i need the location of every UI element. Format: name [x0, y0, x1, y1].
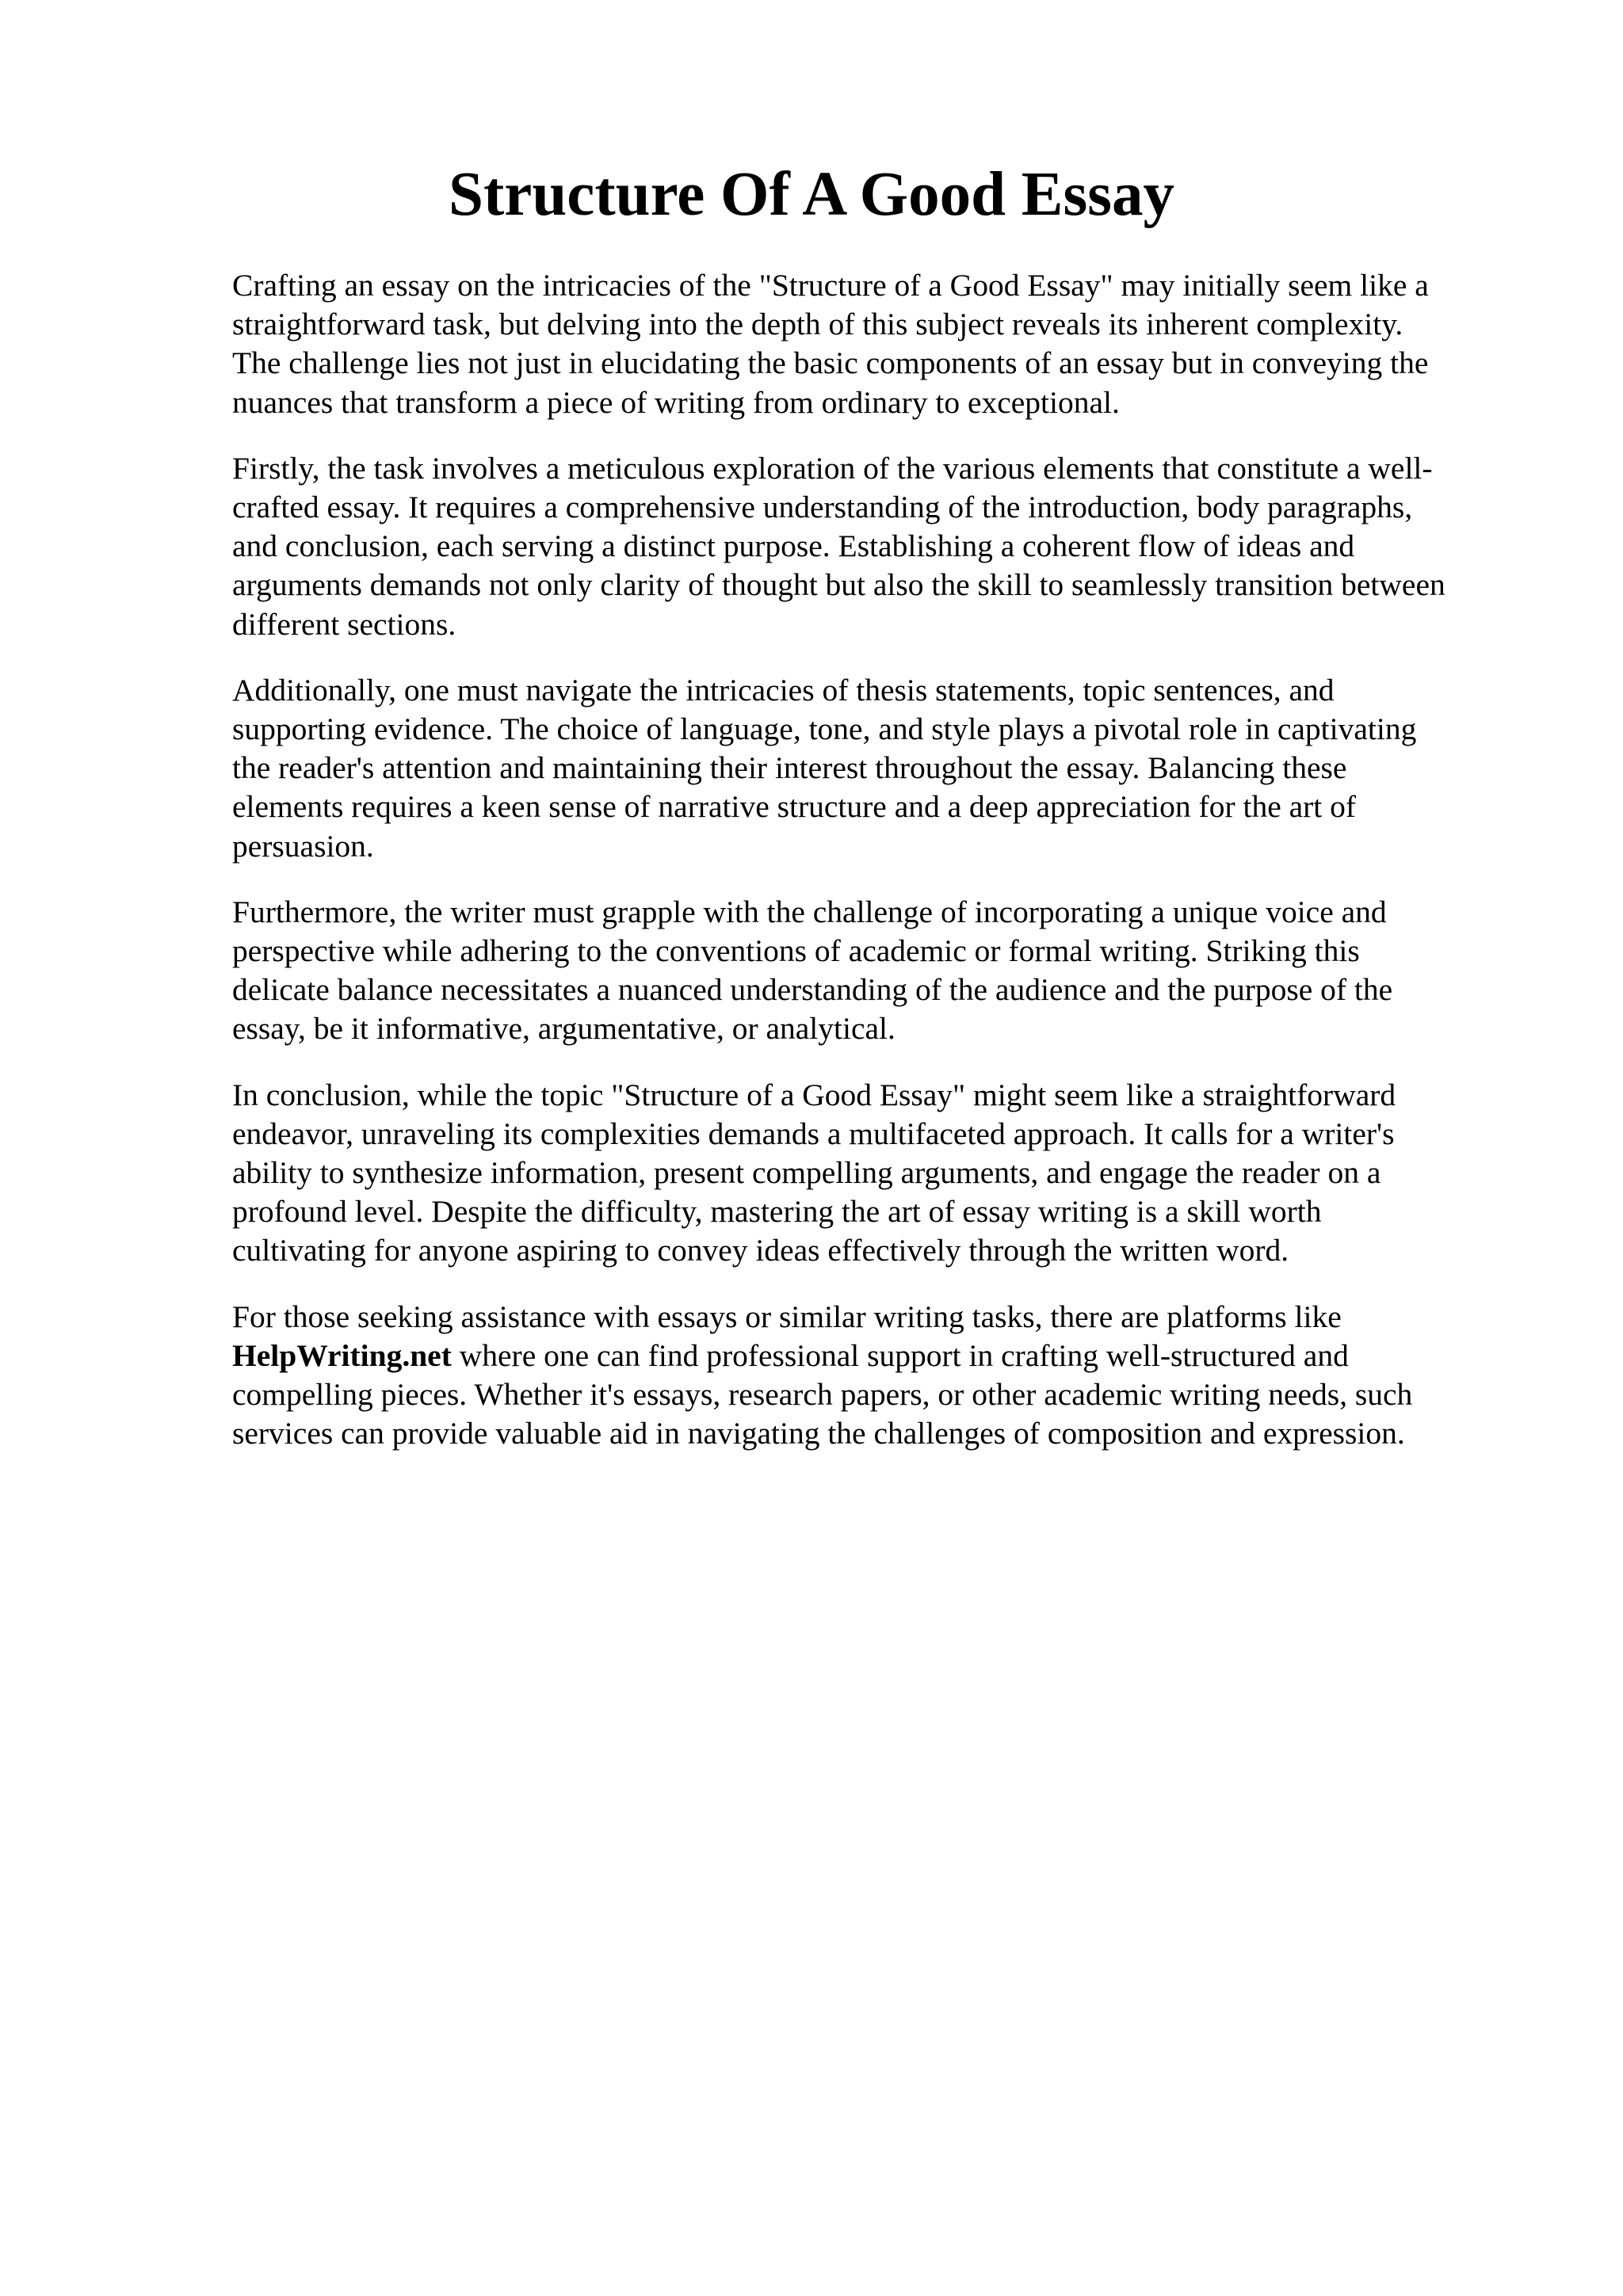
- helpwriting-link[interactable]: HelpWriting.net: [232, 1337, 452, 1373]
- paragraph-line: nuances that transform a piece of writing from ordinary to exceptional.: [232, 384, 1120, 420]
- paragraph-line: supporting evidence. The choice of language, tone, and style plays a pivotal role in captivating: [232, 711, 1417, 747]
- paragraph-line: [232, 1337, 1516, 1375]
- paragraph-line: different sections.: [232, 606, 456, 642]
- paragraph-4: [232, 893, 1516, 1049]
- page-title: Structure Of A Good Essay: [449, 160, 1174, 229]
- paragraph-line: persuasion.: [232, 828, 374, 864]
- paragraph-line: elements requires a keen sense of narrative structure and a deep appreciation for the art of: [232, 789, 1357, 825]
- paragraph-2: [232, 449, 1516, 644]
- paragraph-line: Crafting an essay on the intricacies of the "Structure of a Good Essay" may initially seem like a: [232, 268, 1429, 303]
- paragraph-line: and conclusion, each serving a distinct purpose. Establishing a coherent flow of ideas and: [232, 528, 1355, 564]
- paragraph-line: arguments demands not only clarity of thought but also the skill to seamlessly transition between: [232, 567, 1445, 603]
- paragraph-line: services can provide valuable aid in navigating the challenges of composition and expression.: [232, 1416, 1405, 1451]
- paragraph-line: compelling pieces. Whether it's essays, research papers, or other academic writing needs, such: [232, 1377, 1413, 1413]
- paragraph-line: the reader's attention and maintaining their interest throughout the essay. Balancing these: [232, 750, 1347, 786]
- document-body: [232, 266, 1516, 1480]
- paragraph-3: [232, 671, 1516, 866]
- paragraph-closing: [232, 1298, 1516, 1454]
- paragraph-line: delicate balance necessitates a nuanced understanding of the audience and the purpose of the: [232, 972, 1393, 1008]
- paragraph-line: essay, be it informative, argumentative, or analytical.: [232, 1011, 896, 1047]
- paragraph-line: profound level. Despite the difficulty, mastering the art of essay writing is a skill worth: [232, 1194, 1322, 1230]
- paragraph-line: perspective while adhering to the conventions of academic or formal writing. Striking this: [232, 933, 1360, 969]
- paragraph-line: Firstly, the task involves a meticulous exploration of the various elements that constitute a well-: [232, 450, 1433, 486]
- closing-line-rest: where one can find professional support in crafting well-structured and: [451, 1337, 1349, 1373]
- paragraph-line: endeavor, unraveling its complexities demands a multifaceted approach. It calls for a writer's: [232, 1116, 1395, 1151]
- paragraph-line: In conclusion, while the topic "Structure of a Good Essay" might seem like a straightforward: [232, 1077, 1396, 1112]
- paragraph-line: cultivating for anyone aspiring to convey ideas effectively through the written word.: [232, 1233, 1289, 1268]
- paragraph-1: [232, 266, 1516, 422]
- paragraph-line: The challenge lies not just in elucidating the basic components of an essay but in conveying the: [232, 345, 1429, 381]
- paragraph-line: For those seeking assistance with essays or similar writing tasks, there are platforms like: [232, 1299, 1342, 1334]
- paragraph-line: crafted essay. It requires a comprehensive understanding of the introduction, body paragraphs,: [232, 490, 1413, 525]
- paragraph-5: [232, 1076, 1516, 1271]
- paragraph-line: ability to synthesize information, present compelling arguments, and engage the reader on a: [232, 1155, 1381, 1191]
- paragraph-line: straightforward task, but delving into the depth of this subject reveals its inherent complexity.: [232, 307, 1403, 342]
- paragraph-line: Additionally, one must navigate the intricacies of thesis statements, topic sentences, and: [232, 672, 1335, 707]
- paragraph-line: Furthermore, the writer must grapple with the challenge of incorporating a unique voice and: [232, 894, 1387, 929]
